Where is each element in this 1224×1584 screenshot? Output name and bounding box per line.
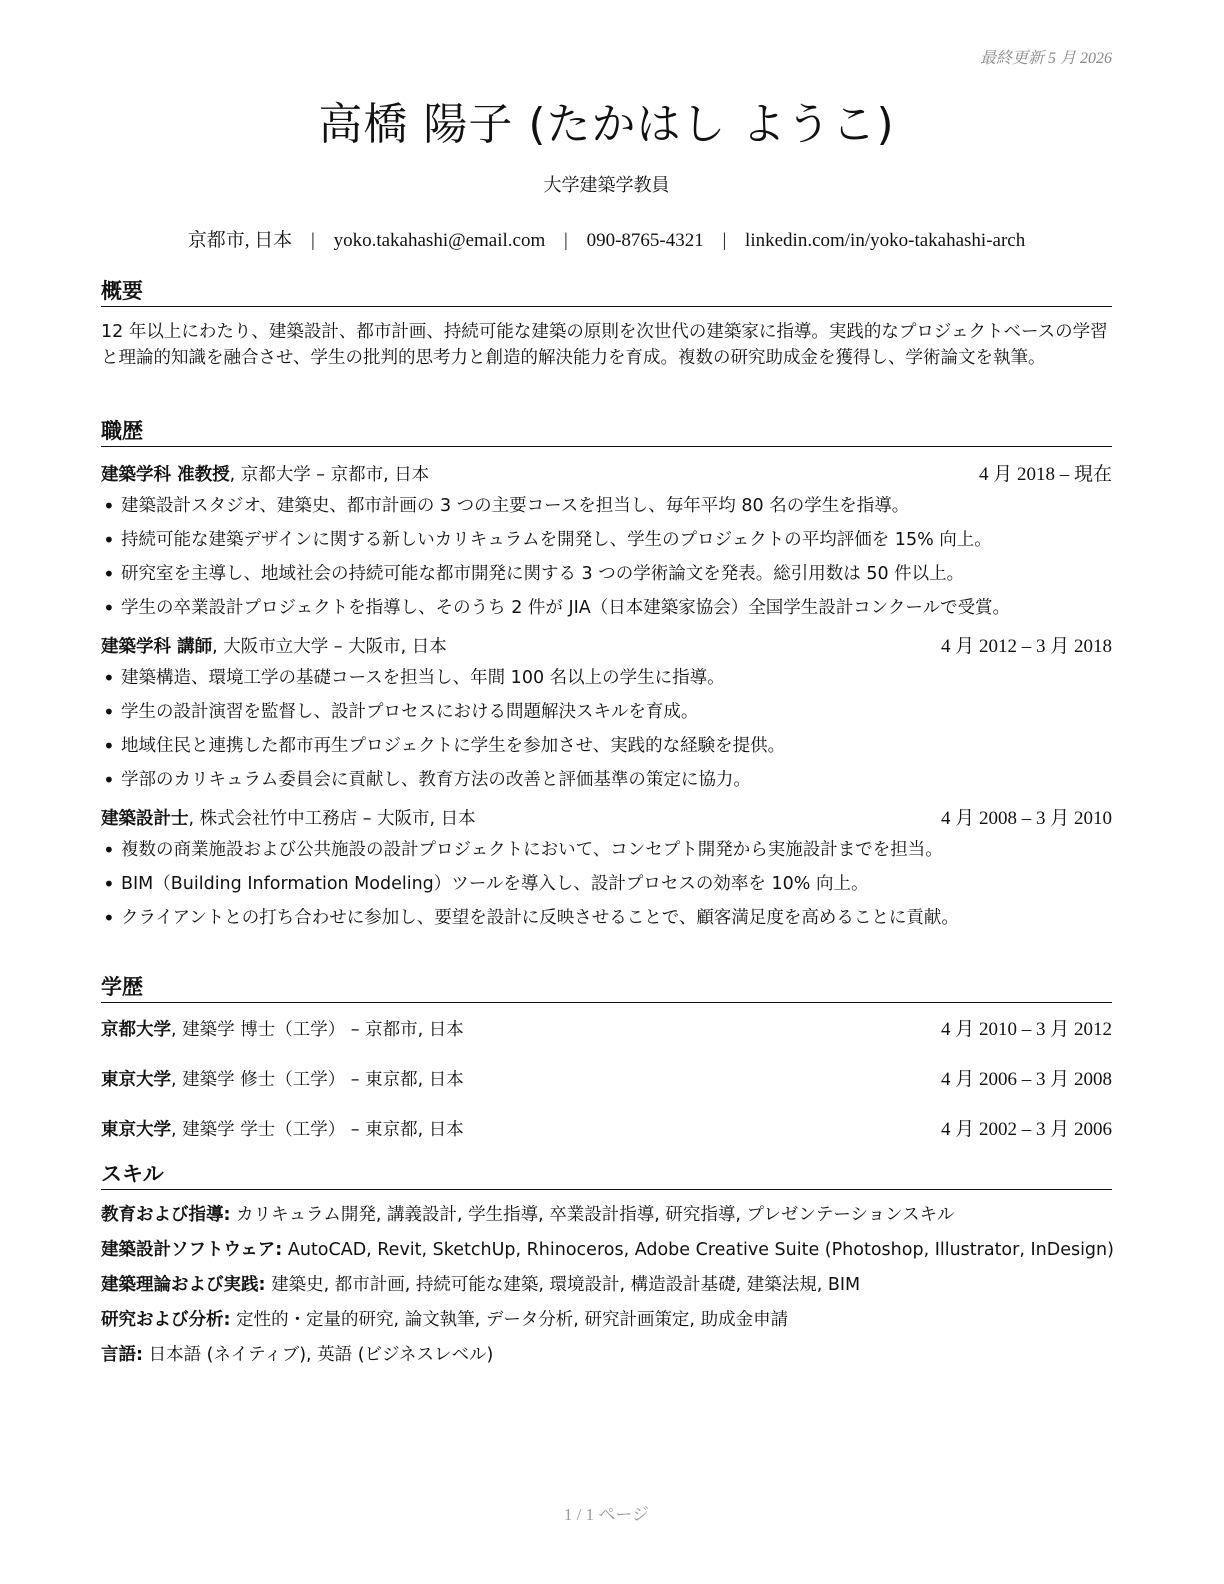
contact-phone: 090-8765-4321 xyxy=(586,230,704,251)
experience-section xyxy=(101,418,1112,939)
skills-heading: スキル xyxy=(101,1161,1112,1190)
skill-label: 教育および指導: xyxy=(101,1205,231,1225)
job-entry xyxy=(101,635,1112,793)
job-entry xyxy=(101,807,1112,931)
job-bullet: • 学生の卒業設計プロジェクトを指導し、そのうち 2 件が JIA（日本建築家協会）全国学生設計コンクールで受賞。 xyxy=(101,595,1112,621)
job-dates: 4 月 2012 – 3 月 2018 xyxy=(940,636,1112,657)
education-heading: 学歴 xyxy=(101,974,1112,1003)
job-role: 建築設計士 xyxy=(101,809,189,829)
skill-row xyxy=(101,1342,1112,1368)
job-bullet: • 建築構造、環境工学の基礎コースを担当し、年間 100 名以上の学生に指導。 xyxy=(101,665,1112,691)
education-entry xyxy=(101,1017,1112,1043)
job-bullet: • BIM（Building Information Modeling）ツールを導入し、設計プロセスの効率を 10% 向上。 xyxy=(101,871,1112,897)
job-dates: 4 月 2018 – 現在 xyxy=(978,464,1112,485)
skill-label: 言語: xyxy=(101,1345,143,1365)
job-bullet: • 建築設計スタジオ、建築史、都市計画の 3 つの主要コースを担当し、毎年平均 80 名の学生を指導。 xyxy=(101,493,1112,519)
contact-separator: | xyxy=(722,230,727,251)
job-org: , 株式会社竹中工務店 – 大阪市, 日本 xyxy=(188,809,476,829)
job-entry xyxy=(101,463,1112,621)
contact-email[interactable]: yoko.takahashi@email.com xyxy=(333,230,546,251)
skill-row xyxy=(101,1307,1112,1333)
education-section xyxy=(101,974,1112,1143)
education-detail: , 建築学 博士（工学） – 京都市, 日本 xyxy=(171,1020,464,1040)
last-updated: 最終更新 5 月 2026 xyxy=(979,50,1112,67)
skill-value: 定性的・定量的研究, 論文執筆, データ分析, 研究計画策定, 助成金申請 xyxy=(230,1310,789,1330)
job-bullet: • 持続可能な建築デザインに関する新しいカリキュラムを開発し、学生のプロジェクトの平均評価を 15% 向上。 xyxy=(101,527,1112,553)
education-dates: 4 月 2010 – 3 月 2012 xyxy=(940,1019,1112,1040)
candidate-title: 大学建築学教員 xyxy=(543,175,670,196)
education-detail: , 建築学 学士（工学） – 東京都, 日本 xyxy=(171,1120,464,1140)
skill-value: 日本語 (ネイティブ), 英語 (ビジネスレベル) xyxy=(143,1345,494,1365)
skill-row xyxy=(101,1237,1112,1263)
job-bullet: • 研究室を主導し、地域社会の持続可能な都市開発に関する 3 つの学術論文を発表。総引用数は 50 件以上。 xyxy=(101,561,1112,587)
candidate-name: 高橋 陽子 (たかはし ようこ) xyxy=(318,99,895,150)
education-dates: 4 月 2006 – 3 月 2008 xyxy=(940,1069,1112,1090)
contact-separator: | xyxy=(311,230,315,251)
skill-label: 建築設計ソフトウェア: xyxy=(101,1240,283,1260)
skill-label: 建築理論および実践: xyxy=(101,1275,266,1295)
skill-row xyxy=(101,1202,1112,1228)
job-org: , 京都大学 – 京都市, 日本 xyxy=(229,465,430,485)
education-entry xyxy=(101,1067,1112,1093)
education-entry xyxy=(101,1117,1112,1143)
education-detail: , 建築学 修士（工学） – 東京都, 日本 xyxy=(171,1070,464,1090)
education-school: 東京大学 xyxy=(101,1120,171,1140)
skill-value: AutoCAD, Revit, SketchUp, Rhinoceros, Adobe Creative Suite (Photoshop, Illustrator, InDesign) xyxy=(282,1240,1114,1260)
job-bullet: • 複数の商業施設および公共施設の設計プロジェクトにおいて、コンセプト開発から実施設計までを担当。 xyxy=(101,837,1112,863)
job-role: 建築学科 准教授 xyxy=(101,465,230,485)
contact-separator: | xyxy=(564,230,568,251)
job-dates: 4 月 2008 – 3 月 2010 xyxy=(940,808,1112,829)
contact-line xyxy=(101,225,1112,252)
summary-heading: 概要 xyxy=(101,278,1112,307)
page-number: 1 / 1 ページ xyxy=(563,1505,650,1524)
skills-section xyxy=(101,1161,1112,1368)
job-bullet: • 地域住民と連携した都市再生プロジェクトに学生を参加させ、実践的な経験を提供。 xyxy=(101,733,1112,759)
job-org: , 大阪市立大学 – 大阪市, 日本 xyxy=(212,637,447,657)
summary-text: 12 年以上にわたり、建築設計、都市計画、持続可能な建築の原則を次世代の建築家に指導。実践的なプロジェクトベースの学習と理論的知識を融合させ、学生の批判的思考力と創造的解決能力を育成。複数の研究助成金を獲得し、学術論文を執筆。 xyxy=(101,322,1108,368)
job-bullet: • クライアントとの打ち合わせに参加し、要望を設計に反映させることで、顧客満足度を高めることに貢献。 xyxy=(101,905,1112,931)
job-bullet: • 学部のカリキュラム委員会に貢献し、教育方法の改善と評価基準の策定に協力。 xyxy=(101,767,1112,793)
skill-label: 研究および分析: xyxy=(101,1310,231,1330)
skill-row xyxy=(101,1272,1112,1298)
contact-linkedin[interactable]: linkedin.com/in/yoko-takahashi-arch xyxy=(745,230,1026,251)
skill-value: カリキュラム開発, 講義設計, 学生指導, 卒業設計指導, 研究指導, プレゼンテーションスキル xyxy=(230,1205,955,1225)
education-school: 東京大学 xyxy=(101,1070,171,1090)
contact-location: 京都市, 日本 xyxy=(187,230,293,251)
education-school: 京都大学 xyxy=(101,1020,171,1040)
resume-page xyxy=(101,0,1112,1584)
education-dates: 4 月 2002 – 3 月 2006 xyxy=(940,1119,1112,1140)
experience-heading: 職歴 xyxy=(101,418,1112,447)
summary-section xyxy=(101,278,1112,371)
job-bullet: • 学生の設計演習を監督し、設計プロセスにおける問題解決スキルを育成。 xyxy=(101,699,1112,725)
skill-value: 建築史, 都市計画, 持続可能な建築, 環境設計, 構造設計基礎, 建築法規, BIM xyxy=(265,1275,861,1295)
job-role: 建築学科 講師 xyxy=(101,637,213,657)
